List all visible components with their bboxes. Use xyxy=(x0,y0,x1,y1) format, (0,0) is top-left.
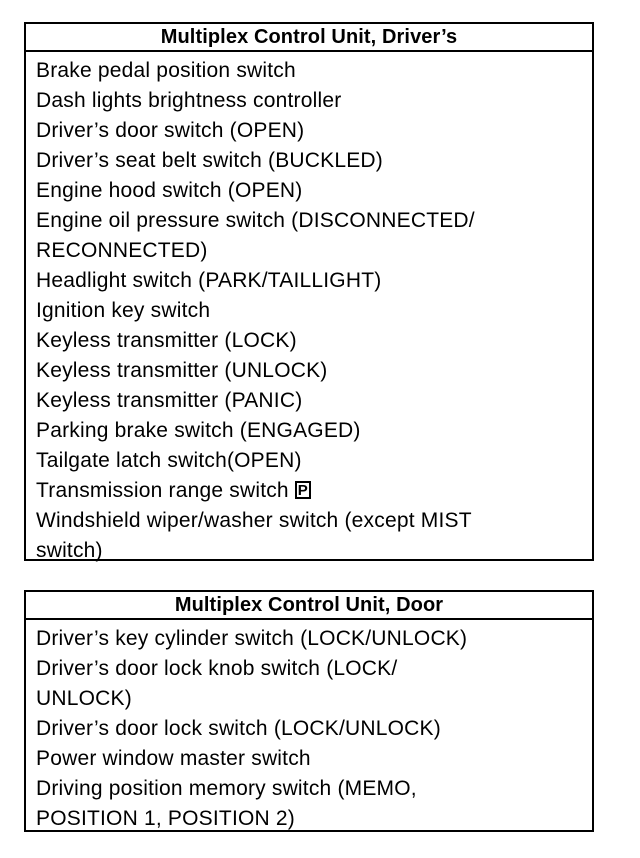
table-row: Driving position memory switch (MEMO, xyxy=(36,777,417,800)
table-row: Engine oil pressure switch (DISCONNECTED/ xyxy=(36,209,475,232)
table-row: Dash lights brightness controller xyxy=(36,89,342,112)
table-row: Keyless transmitter (LOCK) xyxy=(36,329,297,352)
table-row: POSITION 1, POSITION 2) xyxy=(36,807,295,830)
park-symbol-icon: P xyxy=(295,481,311,499)
table-row: Power window master switch xyxy=(36,747,311,770)
table-row: Engine hood switch (OPEN) xyxy=(36,179,303,202)
table-row: Driver’s door lock knob switch (LOCK/ xyxy=(36,657,398,680)
table-body xyxy=(26,620,592,834)
row-text: Transmission range switch xyxy=(36,479,289,502)
table-driver-multiplex xyxy=(24,22,594,561)
table-row: Driver’s door switch (OPEN) xyxy=(36,119,305,142)
table-row-transmission xyxy=(36,476,592,506)
table-row: RECONNECTED) xyxy=(36,239,208,262)
table-row: Keyless transmitter (PANIC) xyxy=(36,389,303,412)
table-row: UNLOCK) xyxy=(36,687,132,710)
table-title: Multiplex Control Unit, Driver’s xyxy=(26,24,592,52)
table-row: switch) xyxy=(36,539,103,562)
table-door-multiplex xyxy=(24,590,594,832)
table-row: Ignition key switch xyxy=(36,299,211,322)
table-body xyxy=(26,52,592,566)
table-row: Driver’s seat belt switch (BUCKLED) xyxy=(36,149,383,172)
table-row: Headlight switch (PARK/TAILLIGHT) xyxy=(36,269,382,292)
table-row: Brake pedal position switch xyxy=(36,59,296,82)
table-title: Multiplex Control Unit, Door xyxy=(26,592,592,620)
table-row: Keyless transmitter (UNLOCK) xyxy=(36,359,328,382)
table-row: Driver’s key cylinder switch (LOCK/UNLOCK) xyxy=(36,627,468,650)
table-row: Tailgate latch switch(OPEN) xyxy=(36,449,302,472)
table-row: Parking brake switch (ENGAGED) xyxy=(36,419,361,442)
table-row: Driver’s door lock switch (LOCK/UNLOCK) xyxy=(36,717,441,740)
table-row: Windshield wiper/washer switch (except MIST xyxy=(36,509,472,532)
